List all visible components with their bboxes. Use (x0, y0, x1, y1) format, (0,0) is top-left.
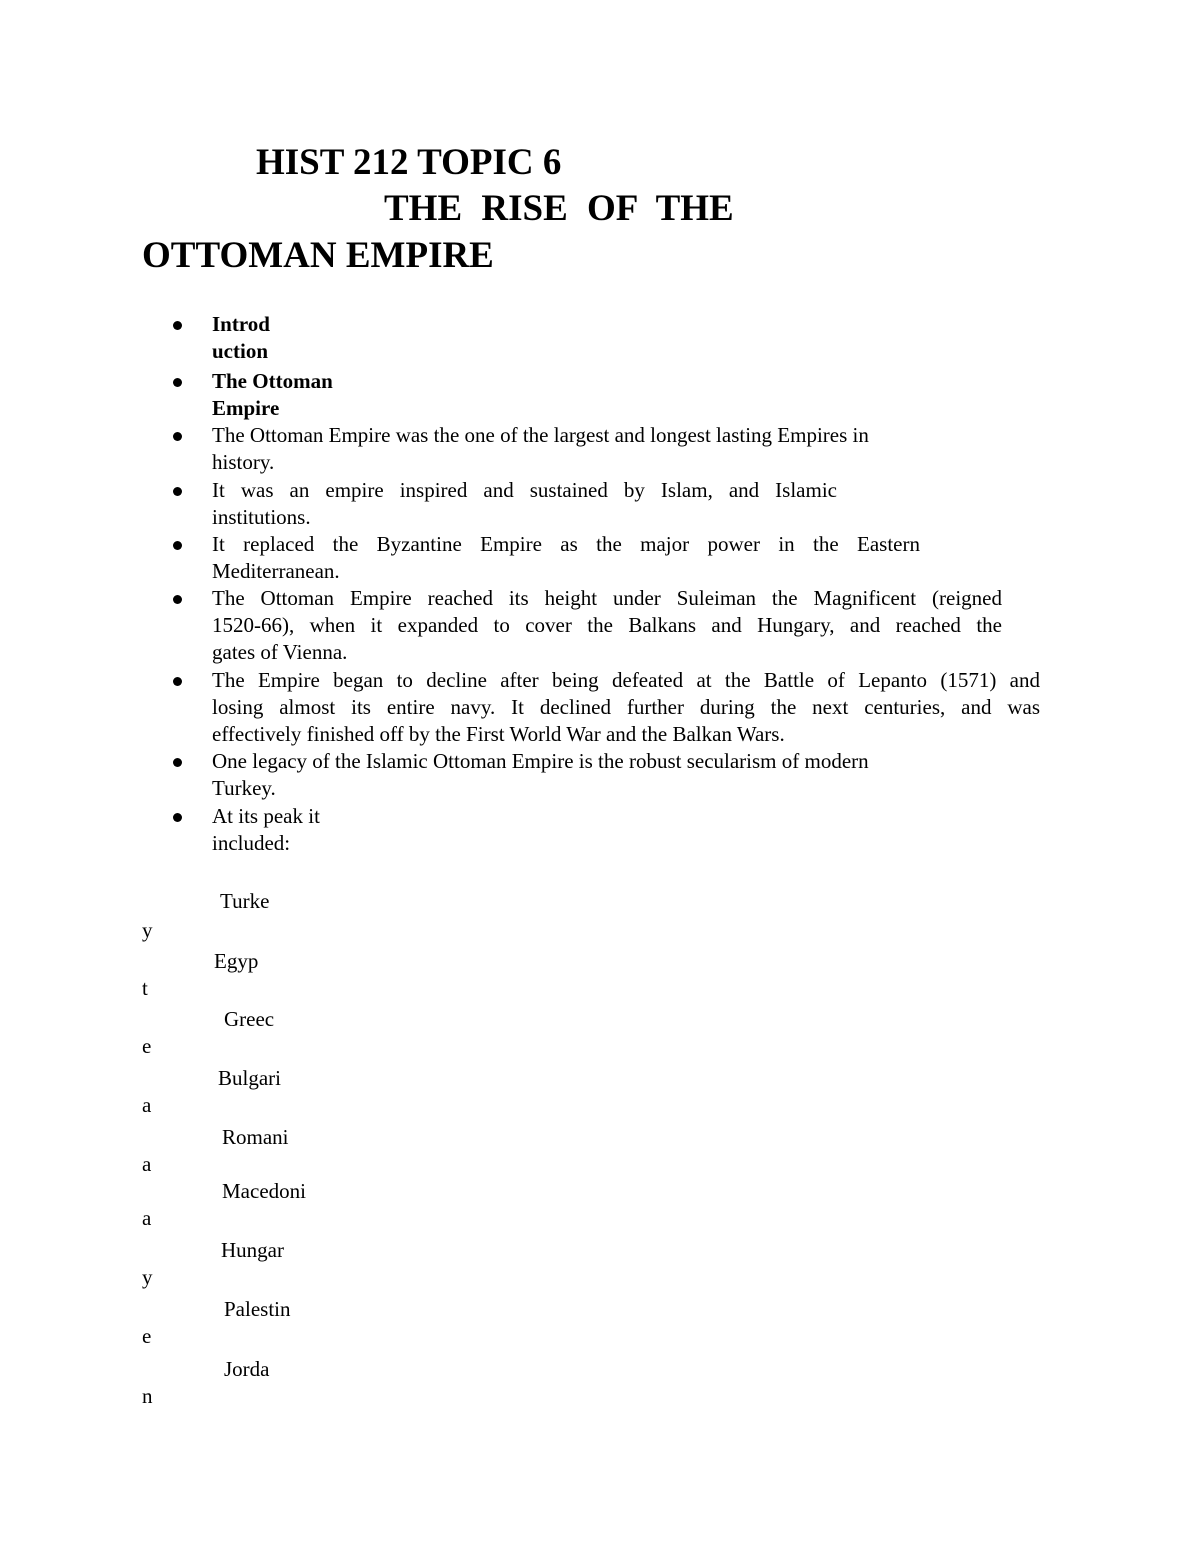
bullet-text-line: At its peak it (212, 804, 320, 828)
country-name-wrapped-letter: n (142, 1384, 153, 1408)
country-name: Romani (222, 1125, 289, 1149)
topic-title-line-2: OTTOMAN EMPIRE (142, 235, 494, 276)
bullet-text-line: The Ottoman (212, 369, 333, 393)
country-name: Macedoni (222, 1179, 306, 1203)
bullet-text-line: 1520-66), when it expanded to cover the Balkans and Hungary, and reached the (212, 613, 1002, 637)
bullet-dot-icon (173, 758, 182, 767)
bullet-text-line: The Empire began to decline after being defeated at the Battle of Lepanto (1571) and (212, 668, 1040, 692)
bullet-dot-icon (173, 813, 182, 822)
bullet-text-line: included: (212, 831, 291, 855)
bullet-text-line: effectively finished off by the First World War and the Balkan Wars. (212, 722, 785, 746)
country-name: Jorda (224, 1357, 270, 1381)
bullet-text-line: institutions. (212, 505, 311, 529)
bullet-dot-icon (173, 378, 182, 387)
country-name-wrapped-letter: y (142, 1265, 153, 1289)
bullet-text-line: Turkey. (212, 776, 276, 800)
bullet-dot-icon (173, 432, 182, 441)
country-name-wrapped-letter: t (142, 976, 148, 1000)
bullet-text-line: gates of Vienna. (212, 640, 348, 664)
bullet-text-line: One legacy of the Islamic Ottoman Empire is the robust secularism of modern (212, 749, 869, 773)
bullet-text-line: history. (212, 450, 275, 474)
country-name: Turke (220, 889, 270, 913)
bullet-dot-icon (173, 487, 182, 496)
bullet-text-line: The Ottoman Empire was the one of the largest and longest lasting Empires in (212, 423, 869, 447)
bullet-text-line: uction (212, 339, 269, 363)
bullet-text-line: Introd (212, 312, 270, 336)
bullet-text-line: Empire (212, 396, 280, 420)
bullet-text-line: It was an empire inspired and sustained by Islam, and Islamic (212, 478, 837, 502)
country-name-wrapped-letter: a (142, 1206, 152, 1230)
course-title: HIST 212 TOPIC 6 (256, 142, 562, 183)
bullet-dot-icon (173, 541, 182, 550)
country-name: Palestin (224, 1297, 291, 1321)
bullet-text-line: Mediterranean. (212, 559, 340, 583)
country-name: Egyp (214, 949, 259, 973)
bullet-dot-icon (173, 595, 182, 604)
bullet-text-line: losing almost its entire navy. It declined further during the next centuries, and was (212, 695, 1040, 719)
country-name: Greec (224, 1007, 275, 1031)
country-name-wrapped-letter: y (142, 918, 153, 942)
bullet-text-line: The Ottoman Empire reached its height under Suleiman the Magnificent (reigned (212, 586, 1002, 610)
country-name-wrapped-letter: a (142, 1093, 152, 1117)
country-name-wrapped-letter: a (142, 1152, 152, 1176)
topic-title-line-1: THE RISE OF THE (384, 188, 734, 229)
bullet-text-line: It replaced the Byzantine Empire as the major power in the Eastern (212, 532, 920, 556)
country-name: Hungar (221, 1238, 284, 1262)
bullet-dot-icon (173, 677, 182, 686)
country-name: Bulgari (218, 1066, 281, 1090)
country-name-wrapped-letter: e (142, 1324, 152, 1348)
bullet-dot-icon (173, 321, 182, 330)
country-name-wrapped-letter: e (142, 1034, 152, 1058)
